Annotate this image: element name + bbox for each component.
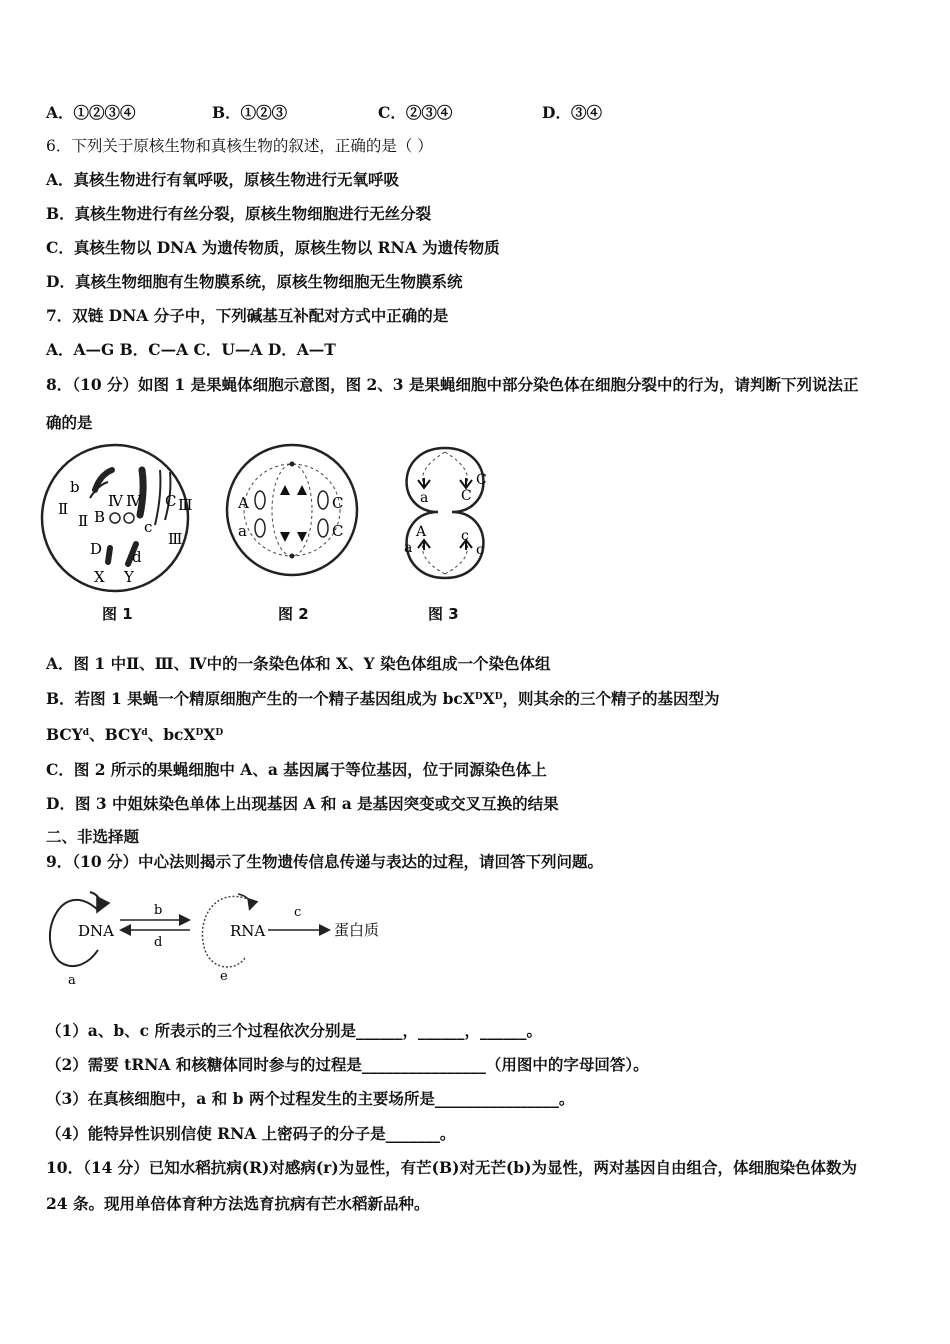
fig1-label-x: X xyxy=(94,568,105,586)
q7-stem: 7．双链 DNA 分子中，下列碱基互补配对方式中正确的是 xyxy=(46,306,449,325)
q8-option-a: A．图 1 中Ⅱ、Ⅲ、Ⅳ中的一条染色体和 X、Y 染色体组成一个染色体组 xyxy=(46,654,551,673)
q9-part-4: （4）能特异性识别信使 RNA 上密码子的分子是_______。 xyxy=(46,1124,456,1143)
diagram-rna-label: RNA xyxy=(230,922,266,940)
fig3-label-c-upper-right: C xyxy=(476,472,487,488)
fig1-label-ii-1: Ⅱ xyxy=(58,500,69,518)
fig1-label-iii-2: Ⅲ xyxy=(168,530,183,548)
diagram-label-c: c xyxy=(294,905,302,920)
q5-option-d: D．③④ xyxy=(542,103,602,122)
central-dogma-diagram xyxy=(40,880,400,990)
q10-line1: 10．（14 分）已知水稻抗病(R)对感病(r)为显性，有芒(B)对无芒(b)为显性，两对基因自由组合，体细胞染色体数为 xyxy=(46,1158,857,1177)
fig2-label-c-lower: C xyxy=(332,522,344,540)
q8-stem-line2: 确的是 xyxy=(46,413,93,432)
q6-option-b: B．真核生物进行有丝分裂，原核生物细胞进行无丝分裂 xyxy=(46,204,432,223)
section-heading: 二、非选择题 xyxy=(46,827,140,846)
fig3-label-a-capital: A xyxy=(416,524,427,540)
figure-2-cell xyxy=(227,445,357,575)
q6-option-d: D．真核生物细胞有生物膜系统，原核生物细胞无生物膜系统 xyxy=(46,272,463,291)
diagram-protein-label: 蛋白质 xyxy=(334,921,380,939)
q8-stem-line1: 8．（10 分）如图 1 是果蝇体细胞示意图，图 2、3 是果蝇细胞中部分染色体在细胞分裂中的行为，请判断下列说法正 xyxy=(46,375,859,394)
q9-stem: 9．（10 分）中心法则揭示了生物遗传信息传递与表达的过程，请回答下列问题。 xyxy=(46,852,604,871)
fig1-label-c-lower: c xyxy=(144,518,153,536)
q5-option-b: B．①②③ xyxy=(212,103,288,122)
figure-3-caption: 图 3 xyxy=(428,605,459,623)
q6-option-c: C．真核生物以 DNA 为遗传物质，原核生物以 RNA 为遗传物质 xyxy=(46,238,500,257)
fig1-label-iv-1: Ⅳ xyxy=(108,492,123,510)
fig1-label-d-upper: D xyxy=(90,540,103,558)
q6-option-a: A．真核生物进行有氧呼吸，原核生物进行无氧呼吸 xyxy=(46,170,400,189)
figure-1-caption: 图 1 xyxy=(102,605,133,623)
fig1-label-c-upper: C xyxy=(165,492,177,510)
q6-stem: 6．下列关于原核生物和真核生物的叙述，正确的是（ ） xyxy=(46,137,433,155)
diagram-label-a: a xyxy=(68,973,76,988)
fig1-label-iii-1: Ⅲ xyxy=(178,496,193,514)
diagram-label-e: e xyxy=(220,969,228,984)
q8-option-b-line2: BCY$^d$、BCY$^d$、$bcX^DX^D$ xyxy=(46,725,224,744)
q8-option-c: C．图 2 所示的果蝇细胞中 A、a 基因属于等位基因，位于同源染色体上 xyxy=(46,760,547,779)
fig1-label-d-lower: d xyxy=(132,548,142,566)
q9-part-2: （2）需要 tRNA 和核糖体同时参与的过程是________________（用图中的字母回答）。 xyxy=(46,1055,649,1074)
figure-2-caption: 图 2 xyxy=(278,605,309,623)
fig1-label-b-upper: B xyxy=(94,508,106,526)
q5-option-c: C．②③④ xyxy=(378,103,453,122)
q9-part-1: （1）a、b、c 所表示的三个过程依次分别是______，______，______。 xyxy=(46,1021,543,1040)
fig1-label-y: Y xyxy=(124,568,134,586)
q9-part-3: （3）在真核细胞中，a 和 b 两个过程发生的主要场所是________________。 xyxy=(46,1089,575,1108)
diagram-label-b: b xyxy=(154,903,163,918)
diagram-dna-label: DNA xyxy=(78,922,114,940)
q7-options: A．A—G B．C—A C．U—A D．A—T xyxy=(46,340,336,359)
q5-option-a: A．①②③④ xyxy=(46,103,136,122)
figure-3-cell xyxy=(404,448,487,578)
fig1-label-ii-2: Ⅱ xyxy=(78,512,89,530)
fig3-label-a-upper: a xyxy=(420,490,429,506)
fig2-label-a-upper: A xyxy=(238,494,249,512)
fig3-label-a-lower: a xyxy=(404,540,413,556)
fig3-label-c-lower-right: c xyxy=(476,542,484,558)
diagram-label-d: d xyxy=(154,935,163,950)
fig1-label-b: b xyxy=(70,478,80,496)
q8-option-d: D．图 3 中姐妹染色单体上出现基因 A 和 a 是基因突变或交叉互换的结果 xyxy=(46,794,559,813)
q8-option-b: B．若图 1 果蝇一个精原细胞产生的一个精子基因组成为 $bcX^DX^D$，则其余的三个精子的基因型为 xyxy=(46,689,720,708)
figure-1-cell xyxy=(42,445,192,591)
fig3-label-c-lower: c xyxy=(461,528,469,544)
fig2-label-c-upper: C xyxy=(332,494,344,512)
fig3-label-c-upper: C xyxy=(461,488,472,504)
q10-line2: 24 条。现用单倍体育种方法选育抗病有芒水稻新品种。 xyxy=(46,1194,430,1213)
fig1-label-iv-2: Ⅳ xyxy=(126,492,141,510)
fig2-label-a-lower: a xyxy=(238,522,247,540)
